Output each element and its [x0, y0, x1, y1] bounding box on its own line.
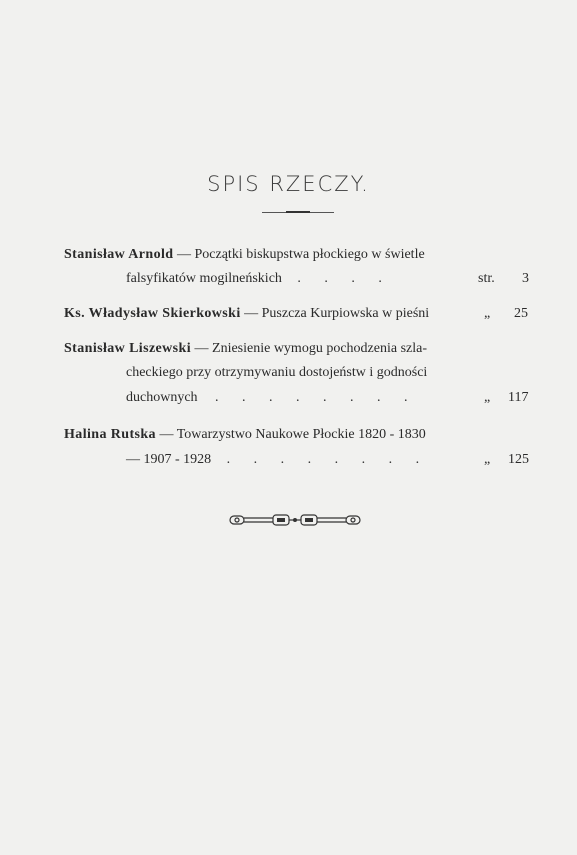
toc-page-ref: str.: [478, 271, 495, 286]
toc-title-line: — Początki biskupstwa płockiego w świetle: [177, 247, 425, 262]
toc-entry-first-line: [64, 340, 427, 358]
toc-page-ref: „: [484, 390, 491, 405]
title-divider: [262, 212, 334, 213]
toc-page-ref: „: [484, 306, 491, 321]
toc-leader: . . . . . . . .: [215, 390, 418, 405]
toc-page-ref: „: [484, 452, 491, 467]
toc-entry-first-line: [64, 246, 425, 264]
toc-title-line: checkiego przy otrzymywaniu dostojeństw i godności: [126, 365, 428, 380]
toc-entry-first-line: [64, 426, 426, 444]
toc-author: Halina Rutska: [64, 427, 156, 442]
toc-author: Stanisław Liszewski: [64, 341, 192, 356]
toc-title-line: [126, 389, 418, 407]
toc-title-line: [126, 270, 392, 288]
ornament-divider: [229, 512, 361, 528]
toc-page-number: 25: [514, 306, 528, 321]
toc-leader: . . . . . . . .: [226, 452, 430, 467]
toc-title-line: [126, 451, 429, 469]
toc-title-text: duchownych: [126, 390, 198, 405]
toc-title-line: — Puszcza Kurpiowska w pieśni: [244, 306, 430, 321]
toc-page-number: 3: [522, 271, 529, 286]
toc-title-text: — 1907 - 1928: [126, 452, 212, 467]
toc-title-text: falsyfikatów mogilneńskich: [126, 271, 282, 286]
toc-leader: . . . .: [297, 271, 392, 286]
toc-author: Stanisław Arnold: [64, 247, 174, 262]
toc-page-number: 117: [508, 390, 529, 405]
toc-author: Ks. Władysław Skierkowski: [64, 306, 241, 321]
page-title: SPIS RZECZY.: [207, 172, 370, 196]
toc-title-line: — Towarzystwo Naukowe Płockie 1820 - 1830: [159, 427, 426, 442]
toc-page-number: 125: [508, 452, 529, 467]
toc-entry-first-line: [64, 305, 429, 323]
toc-title-line: — Zniesienie wymogu pochodzenia szla-: [194, 341, 427, 356]
